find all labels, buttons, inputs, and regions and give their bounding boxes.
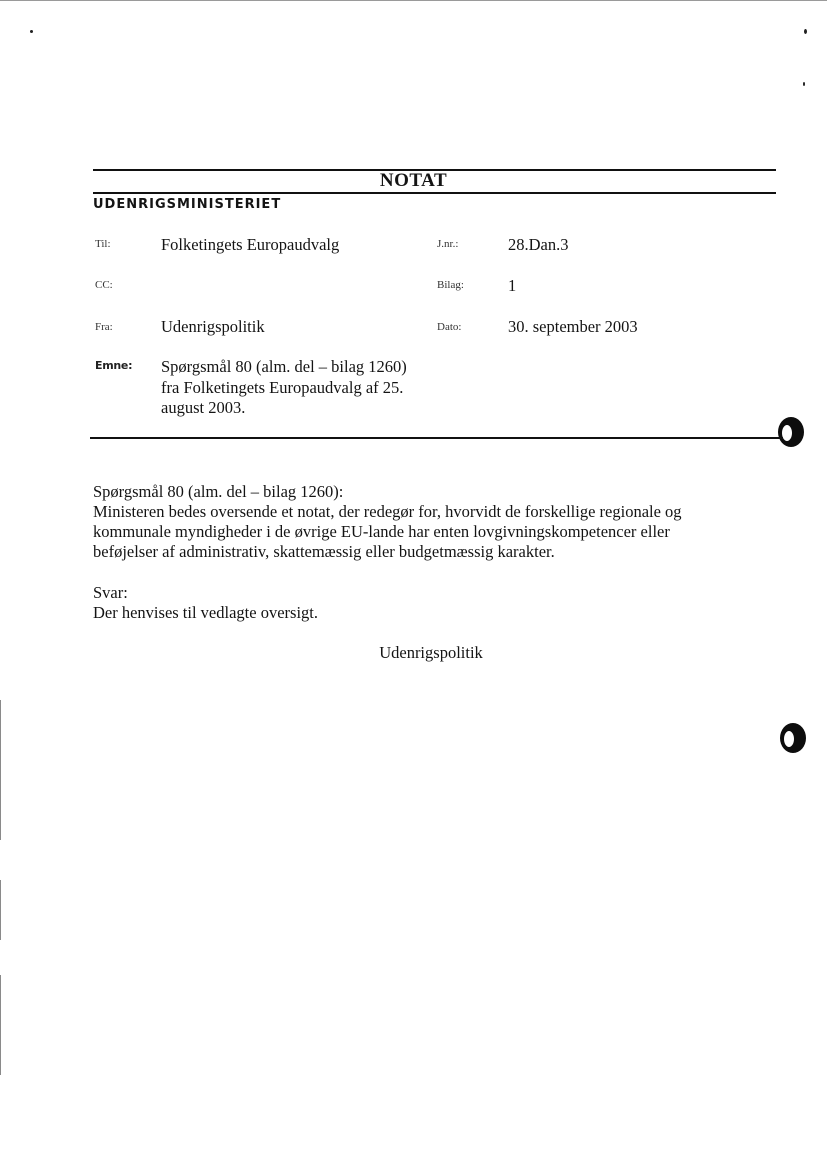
scan-speck [804, 29, 807, 34]
fra-label: Fra: [95, 321, 113, 333]
question-line: beføjelser af administrativ, skattemæssig eller budgetmæssig karakter. [93, 542, 555, 561]
scan-speck [803, 82, 805, 86]
jnr-label: J.nr.: [437, 238, 459, 250]
scan-speck [30, 30, 33, 33]
answer-text: Der henvises til vedlagte oversigt. [93, 603, 318, 622]
cc-label: CC: [95, 279, 113, 291]
emne-line: Spørgsmål 80 (alm. del – bilag 1260) [161, 357, 407, 376]
document-title: NOTAT [379, 170, 448, 191]
emne-value [161, 357, 431, 419]
dato-label: Dato: [437, 321, 462, 333]
punch-hole [780, 723, 806, 753]
scan-edge-left-lower [0, 880, 1, 940]
ministry-name: UDENRIGSMINISTERIET [93, 197, 282, 212]
answer-heading: Svar: [93, 583, 128, 602]
bilag-value: 1 [508, 276, 517, 295]
scan-edge-top [0, 0, 827, 1]
emne-line: august 2003. [161, 398, 246, 417]
til-value: Folketingets Europaudvalg [161, 235, 340, 254]
dato-value: 30. september 2003 [508, 317, 638, 336]
question-heading: Spørgsmål 80 (alm. del – bilag 1260): [93, 482, 344, 501]
question-line: Ministeren bedes oversende et notat, der redegør for, hvorvidt de forskellige regionale og [93, 502, 682, 521]
fra-value: Udenrigspolitik [161, 317, 265, 336]
til-label: Til: [95, 238, 111, 250]
scan-edge-left [0, 700, 1, 840]
jnr-value: 28.Dan.3 [508, 235, 569, 254]
header-title-rule [93, 192, 776, 194]
bilag-label: Bilag: [437, 279, 464, 291]
emne-line: fra Folketingets Europaudvalg af 25. [161, 377, 404, 397]
question-line: kommunale myndigheder i de øvrige EU-lande har enten lovgivningskompetencer eller [93, 522, 670, 541]
signoff: Udenrigspolitik [379, 643, 483, 662]
emne-label: Emne: [95, 359, 133, 372]
header-bottom-rule [90, 437, 783, 439]
scan-edge-left-bottom [0, 975, 1, 1075]
punch-hole [778, 417, 804, 447]
